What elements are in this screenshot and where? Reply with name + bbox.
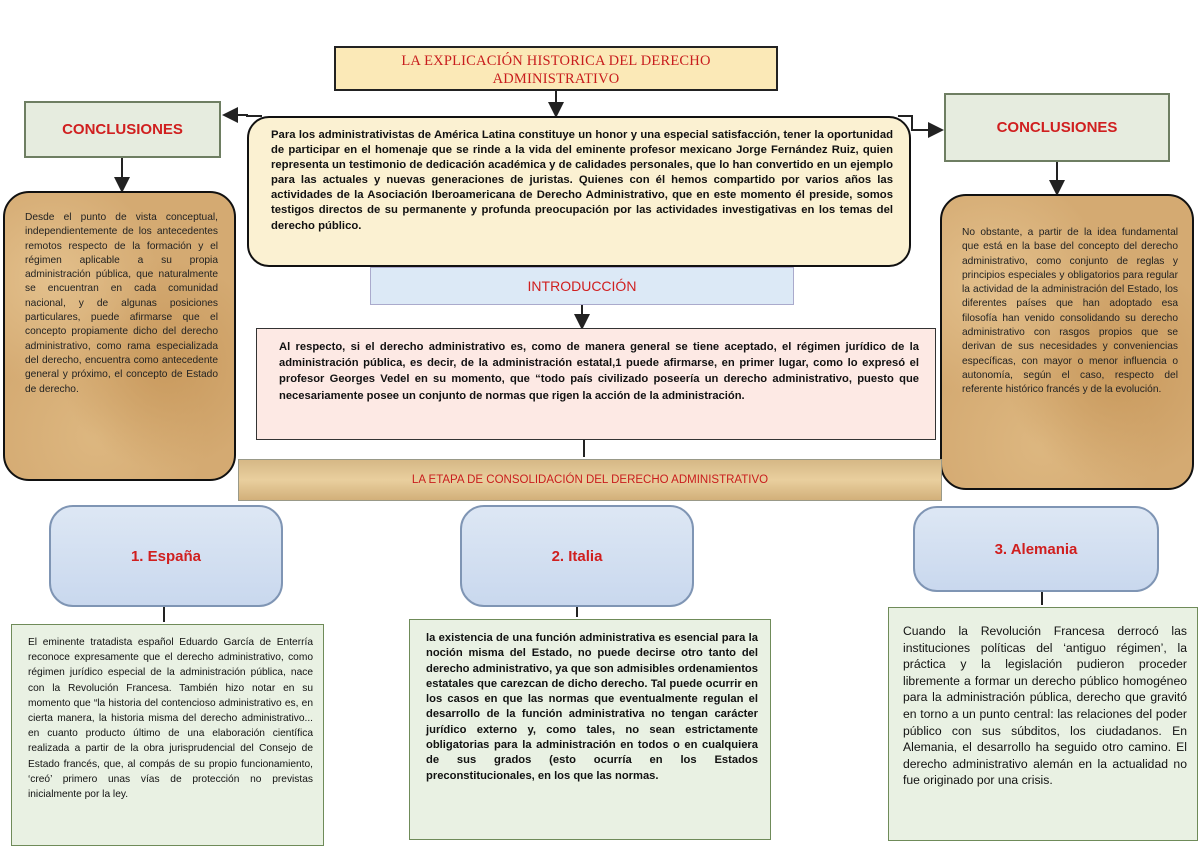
conclusions-left-heading: CONCLUSIONES (24, 101, 221, 158)
main-title-line2: ADMINISTRATIVO (492, 71, 620, 87)
alemania-text: Cuando la Revolución Francesa derrocó las instituciones políticas del ‘antiguo régimen’, la práctica y la legislación pudieron proceder libremente a formar un derecho público homogéneo para la administración pública, derecho que gravitó en torno a un punto central: las relaciones del poder público con sus súbditos, los ciudadanos. En Alemania, el desarrollo ha seguido otro camino. El derecho administrativo alemán en la actualidad no fue originado por una crisis. (888, 607, 1198, 841)
espana-text: El eminente tratadista español Eduardo García de Enterría reconoce expresamente que el derecho administrativo, como régimen jurídico especial de la administración pública, nace con la Revolución Francesa. También hizo notar en su momento que “la historia del contencioso administrativo es, en cierta manera, la historia misma del derecho administrativo... en cuanto producto último de una elaboración científica realizada a partir de la obra jurisprudencial del Consejo de Estado francés, que, al compás de su propio funcionamiento, ‘creó’ primero unas vías de protección no previstas inicialmente por la ley. (11, 624, 324, 846)
arrow-intro-conclusions-left (226, 115, 262, 116)
conclusions-right-text: No obstante, a partir de la idea fundamental que está en la base del concepto del derecho administrativo, como conjunto de reglas y principios especiales y obligatorios para regular la actividad de la administración del Estado, los diferentes países que han adoptado esa filosofía han venido consolidando su derecho administrativo con rasgos propios que se derivan de sus necesidades y conveniencias específicas, con mayor o menor influencia o autonomía, según el caso, respecto del referente histórico francés y de la evolución. (940, 194, 1194, 490)
stage-heading: LA ETAPA DE CONSOLIDACIÓN DEL DERECHO ADMINISTRATIVO (238, 459, 942, 501)
main-title (334, 46, 778, 91)
country-espana: 1. España (49, 505, 283, 607)
conclusions-right-heading: CONCLUSIONES (944, 93, 1170, 162)
introduction-heading: INTRODUCCIÓN (370, 267, 794, 305)
italia-text: la existencia de una función administrativa es esencial para la noción misma del Estado, no puede decirse otro tanto del derecho administrativo, ya que son admisibles ordenamientos estatales que carezcan de dicho derecho. Tal puede ocurrir en los casos en que las normas que eventualmente regulan el desarrollo de la función administrativa no tengan carácter jurídico externo y, como tales, no sean estrictamente obligatorias para la administración en todos o en cualquiera de sus grados (esto ocurría en los Estados preconstitucionales, en los que las normas. (409, 619, 771, 840)
conclusions-left-text: Desde el punto de vista conceptual, independientemente de los antecedentes remotos respecto de la formación y el régimen aplicable a su propia administración pública, que naturalmente se encuentran en cada comunidad nacional, y de algunas posiciones particulares, puede afirmarse que el concepto propiamente dicho del derecho administrativo, como rama especializada del derecho, encuentra como antecedente general y próximo, el concepto de Estado de derecho. (3, 191, 236, 481)
introduction-text: Al respecto, si el derecho administrativo es, como de manera general se tiene aceptado, el régimen jurídico de la administración pública, es decir, de la administración estatal,1 puede afirmarse, en primer lugar, como lo expresó el profesor Georges Vedel en su momento, que “todo país civilizado poseería un derecho administrativo, puesto que necesariamente posee un conjunto de normas que rigen la acción de la administración. (256, 328, 936, 440)
country-italia: 2. Italia (460, 505, 694, 607)
country-alemania: 3. Alemania (913, 506, 1159, 592)
intro-paragraph: Para los administrativistas de América Latina constituye un honor y una especial satisfacción, tener la oportunidad de participar en el homenaje que se rinde a la vida del eminente profesor mexicano Jorge Fernández Ruiz, quien representa un testimonio de dedicación académica y de calidades personales, que lo han convertido en un ejemplo para las actuales y nuevas generaciones de juristas. Quienes con él hemos compartido por varios años las actividades de la Asociación Iberoamericana de Derecho Administrativo, que en este momento él preside, somos testigos directos de su permanente y profunda preocupación por las actividades investigativas en los temas del derecho público. (247, 116, 911, 267)
main-title-line1: LA EXPLICACIÓN HISTORICA DEL DERECHO (401, 53, 711, 69)
